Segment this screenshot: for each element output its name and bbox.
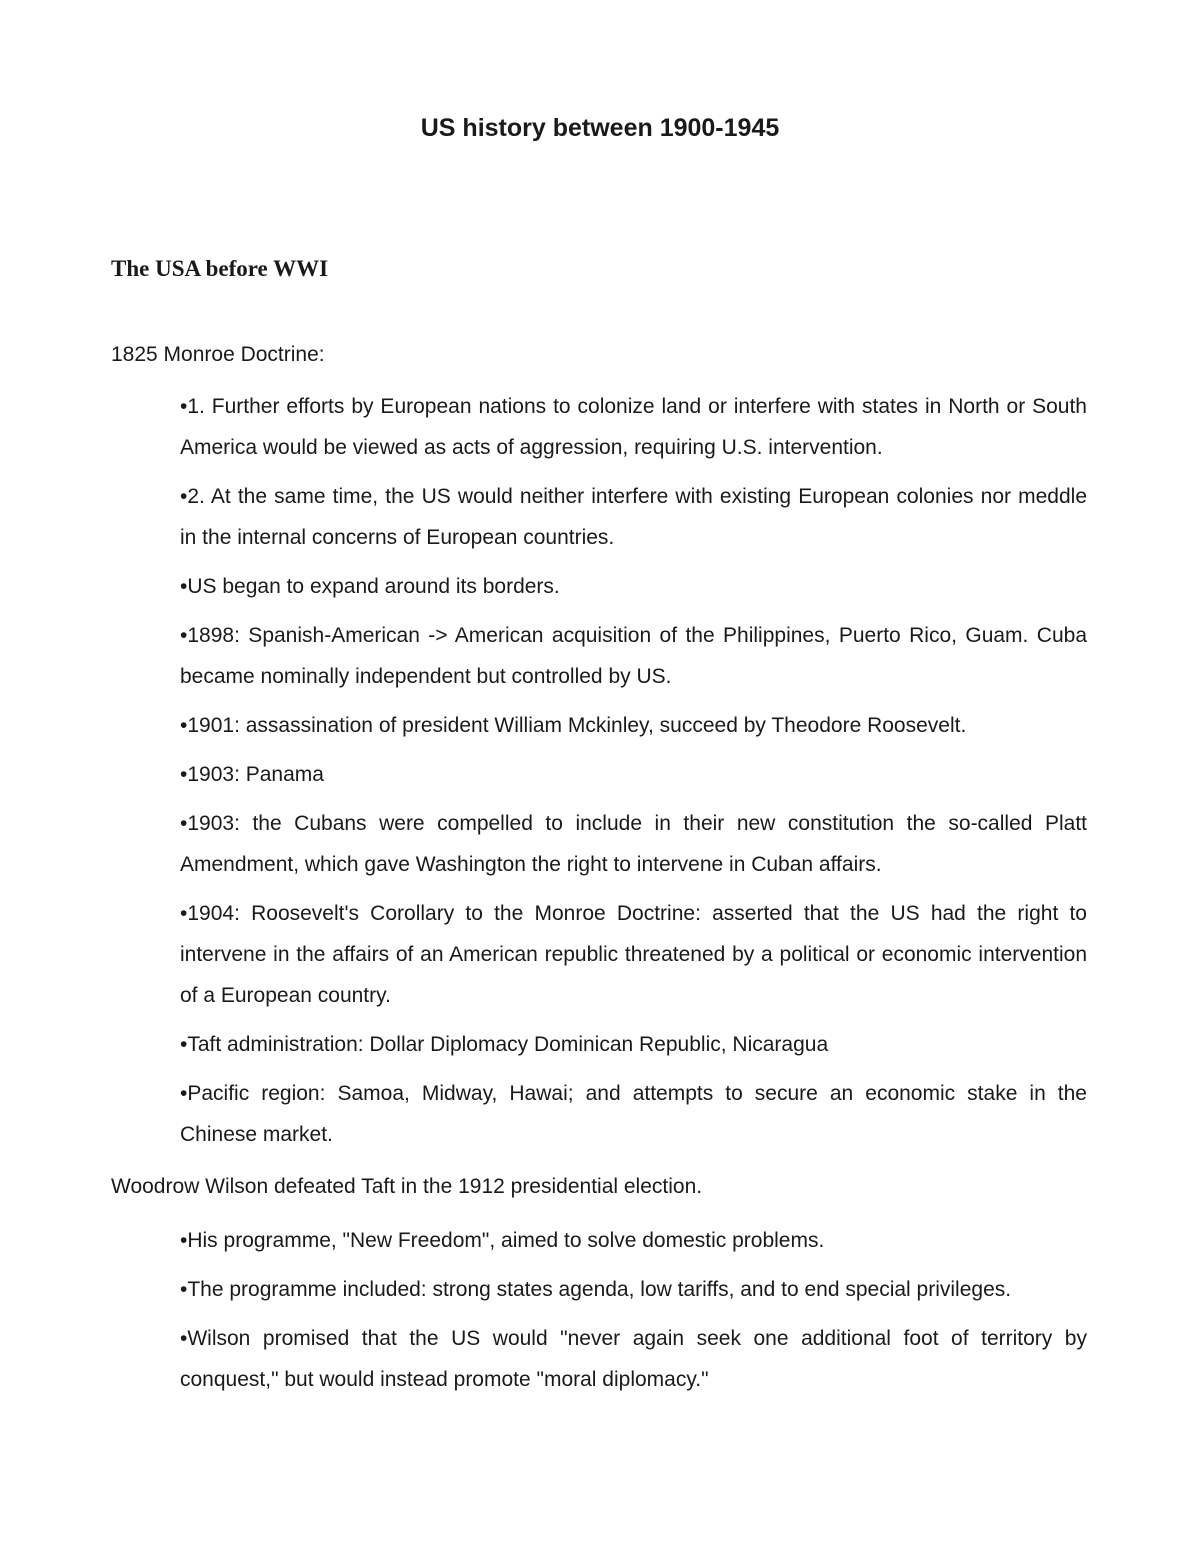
monroe-intro: 1825 Monroe Doctrine: (111, 343, 325, 366)
list-item: •1. Further efforts by European nations to colonize land or interfere with states in North or South America would be viewed as acts of aggression, requiring U.S. intervention. (180, 395, 1087, 459)
list-item: •1898: Spanish-American -> American acquisition of the Philippines, Puerto Rico, Guam. Cuba became nominally independent but controlled by US. (180, 624, 1087, 688)
list-item: •1903: Panama (180, 763, 324, 786)
list-item: •His programme, "New Freedom", aimed to solve domestic problems. (180, 1229, 825, 1252)
section-heading: The USA before WWI (111, 256, 329, 281)
list-item: •The programme included: strong states agenda, low tariffs, and to end special privileges. (180, 1278, 1012, 1301)
list-item: •Taft administration: Dollar Diplomacy Dominican Republic, Nicaragua (180, 1033, 829, 1056)
wilson-bullet-list (180, 1220, 1087, 1408)
list-item: •1901: assassination of president William Mckinley, succeed by Theodore Roosevelt. (180, 714, 967, 737)
list-item: •1903: the Cubans were compelled to include in their new constitution the so-called Platt Amendment, which gave Washington the right to intervene in Cuban affairs. (180, 812, 1087, 876)
wilson-intro: Woodrow Wilson defeated Taft in the 1912 presidential election. (111, 1175, 703, 1198)
page-title: US history between 1900-1945 (420, 114, 780, 142)
list-item: •2. At the same time, the US would neither interfere with existing European colonies nor meddle in the internal concerns of European countries. (180, 485, 1087, 549)
list-item: •1904: Roosevelt's Corollary to the Monroe Doctrine: asserted that the US had the right to intervene in the affairs of an American republic threatened by a political or economic intervention of a European country. (180, 902, 1087, 1007)
monroe-bullet-list (180, 386, 1087, 1163)
list-item: •Wilson promised that the US would "never again seek one additional foot of territory by conquest," but would instead promote "moral diplomacy." (180, 1327, 1087, 1391)
list-item: •Pacific region: Samoa, Midway, Hawai; and attempts to secure an economic stake in the Chinese market. (180, 1082, 1087, 1146)
list-item: •US began to expand around its borders. (180, 575, 560, 598)
